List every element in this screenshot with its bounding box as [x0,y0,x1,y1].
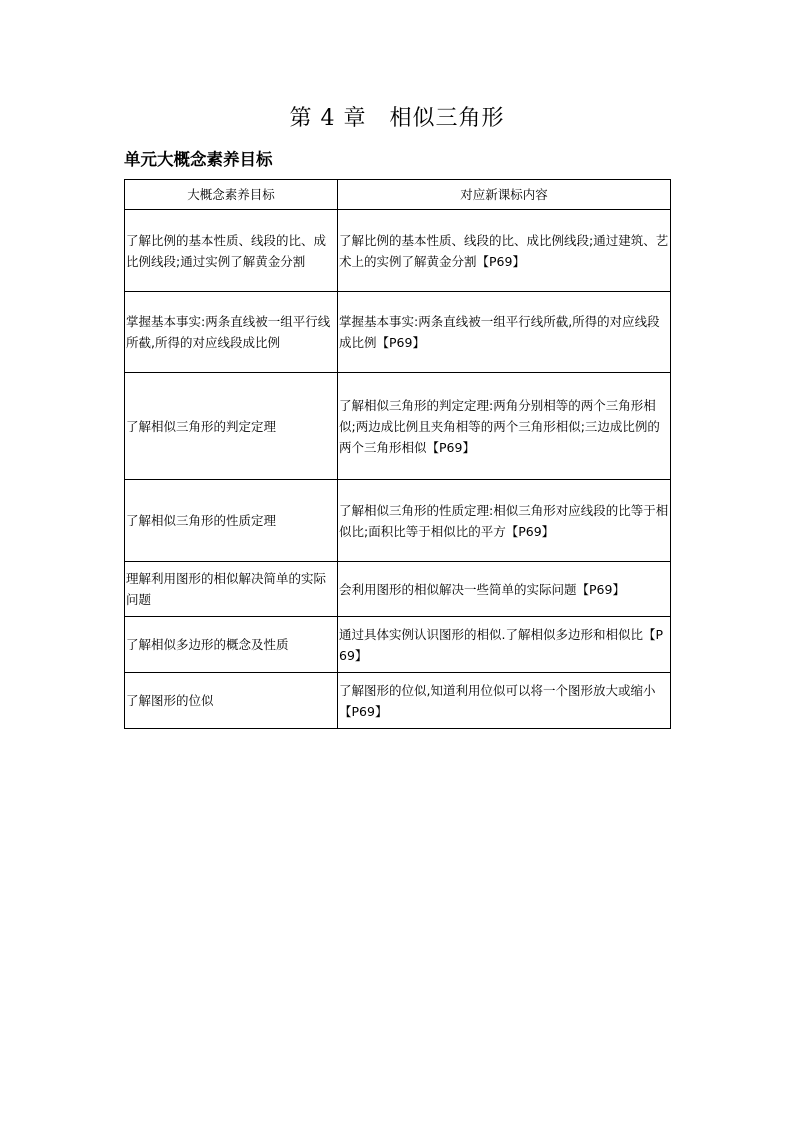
page-title: 第 4 章 相似三角形 [289,106,505,131]
standard-cell: 通过具体实例认识图形的相似.了解相似多边形和相似比【P69】 [338,617,671,673]
table-header-row [125,180,671,210]
goal-cell: 了解比例的基本性质、线段的比、成比例线段;通过实例了解黄金分割 [125,210,338,292]
standard-cell: 了解相似三角形的判定定理:两角分别相等的两个三角形相似;两边成比例且夹角相等的两个三角形相似;三边成比例的两个三角形相似【P69】 [338,373,671,480]
table-row [125,617,671,673]
standard-cell: 会利用图形的相似解决一些简单的实际问题【P69】 [338,562,671,617]
goals-table [124,179,671,729]
standard-cell: 了解图形的位似,知道利用位似可以将一个图形放大或缩小【P69】 [338,673,671,729]
goal-cell: 了解相似多边形的概念及性质 [125,617,338,673]
section-heading: 单元大概念素养目标 [124,150,273,169]
table-row [125,480,671,562]
standard-cell: 了解相似三角形的性质定理:相似三角形对应线段的比等于相似比;面积比等于相似比的平方【P69】 [338,480,671,562]
table-row [125,673,671,729]
table-row [125,373,671,480]
table-row [125,562,671,617]
standard-cell: 掌握基本事实:两条直线被一组平行线所截,所得的对应线段成比例【P69】 [338,292,671,373]
standard-cell: 了解比例的基本性质、线段的比、成比例线段;通过建筑、艺术上的实例了解黄金分割【P69】 [338,210,671,292]
goal-cell: 了解图形的位似 [125,673,338,729]
table-row [125,292,671,373]
table-row [125,210,671,292]
column-header-goal: 大概念素养目标 [125,180,338,210]
goal-cell: 掌握基本事实:两条直线被一组平行线所截,所得的对应线段成比例 [125,292,338,373]
goal-cell: 了解相似三角形的性质定理 [125,480,338,562]
column-header-standard: 对应新课标内容 [338,180,671,210]
goal-cell: 理解利用图形的相似解决简单的实际问题 [125,562,338,617]
goal-cell: 了解相似三角形的判定定理 [125,373,338,480]
